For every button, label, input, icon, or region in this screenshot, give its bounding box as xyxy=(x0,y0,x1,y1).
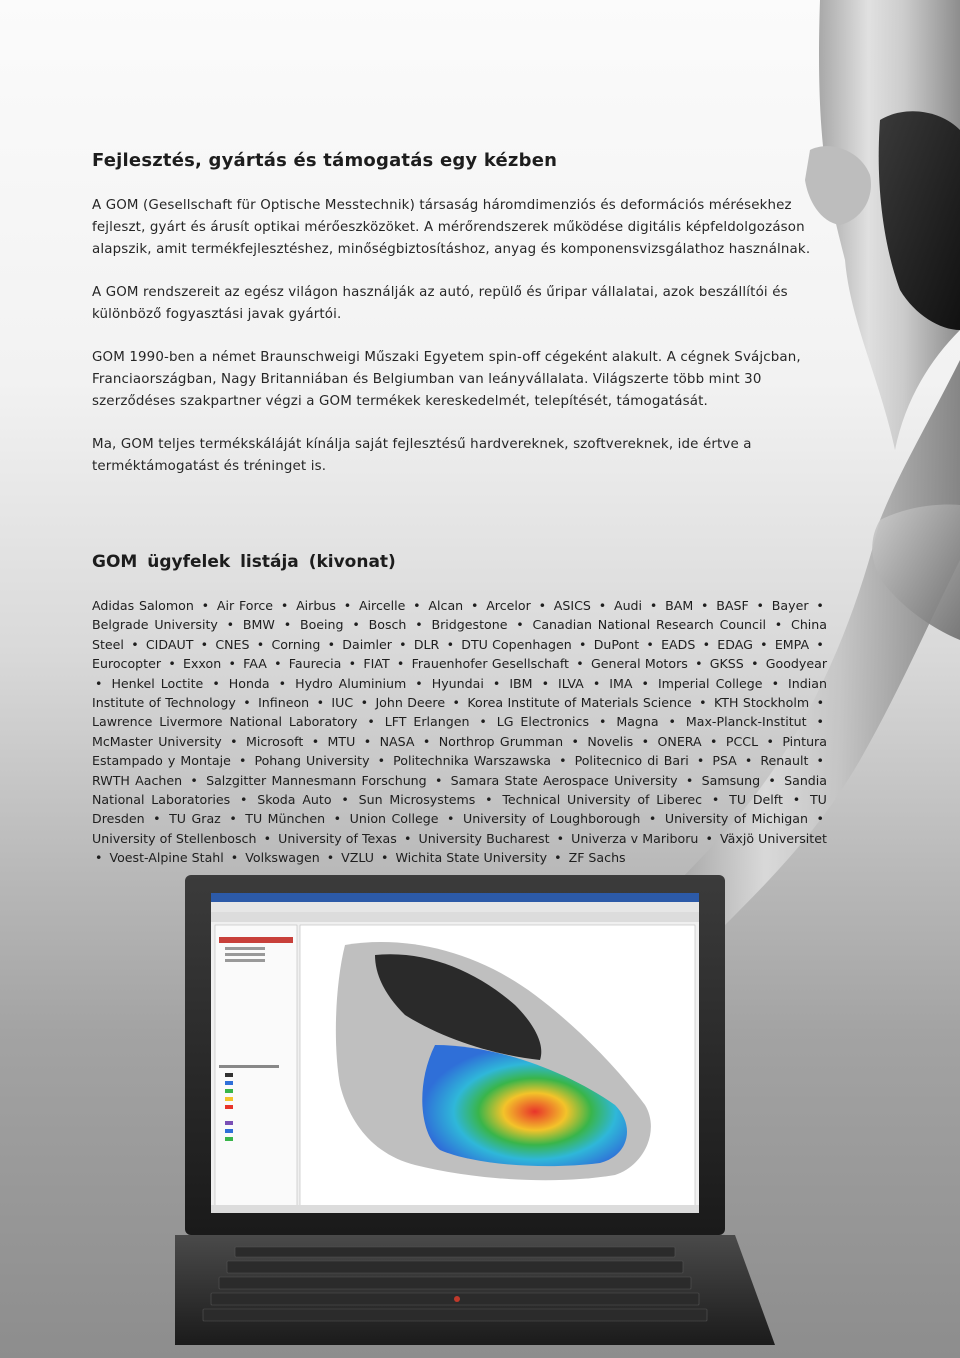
list-separator: • xyxy=(200,636,209,652)
client-name: EADS xyxy=(661,636,696,652)
client-name: Infineon xyxy=(258,695,310,711)
client-name: EDAG xyxy=(717,636,753,652)
client-name: Pintura Estampado y Montaje xyxy=(92,733,827,769)
list-separator: • xyxy=(274,656,282,672)
client-name: BAM xyxy=(665,598,694,613)
client-name: John Deere xyxy=(375,695,446,711)
list-separator: • xyxy=(238,753,247,769)
client-name: Indian Institute of Technology xyxy=(92,675,827,711)
client-name: Sun Microsystems xyxy=(358,792,476,808)
client-name: University of Texas xyxy=(278,830,397,846)
list-separator: • xyxy=(485,792,493,808)
list-separator: • xyxy=(446,636,454,652)
list-separator: • xyxy=(705,830,713,846)
list-separator: • xyxy=(240,792,248,808)
list-separator: • xyxy=(816,714,824,730)
client-name: Novelis xyxy=(587,733,634,749)
client-name: Frauenhofer Gesellschaft xyxy=(411,656,569,672)
list-separator: • xyxy=(153,811,161,827)
client-name: MTU xyxy=(327,733,356,749)
client-name: ASICS xyxy=(553,598,591,613)
list-separator: • xyxy=(95,675,103,691)
client-name: DLR xyxy=(413,636,440,652)
products-paragraph: Ma, GOM teljes termékskáláját kínálja saját fejlesztésű hardvereknek, szoftvereknek, ide értve a terméktámogatást és tréninget is. xyxy=(92,437,752,474)
list-separator: • xyxy=(641,733,650,749)
client-name: Samara State Aerospace University xyxy=(450,772,678,788)
list-separator: • xyxy=(774,617,783,633)
list-separator: • xyxy=(228,656,236,672)
client-name: DTU Copenhagen xyxy=(461,636,572,652)
client-name: University of Loughborough xyxy=(462,811,641,827)
history-paragraph: GOM 1990-ben a német Braunschweigi Műszaki Egyetem spin-off cégeként alakult. A cégnek Svájcban, Franciaországban, Nagy Britanniában és Belgiumban van leányvállalata. Világszerte több mint 30 szerződéses szakpartner végzi a GOM termékek kereskedelmét, telepítését, támogatását. xyxy=(92,350,801,409)
list-separator: • xyxy=(413,598,421,613)
client-name: BASF xyxy=(716,598,749,613)
intro-paragraph: A GOM (Gesellschaft für Optische Messtechnik) társaság háromdimenziós és deformációs mérésekhez fejleszt, gyárt és árusít optikai mérőeszközöket. A mérőrendszerek működése digitális képfeldolgozáson alapszik, amit termékfejlesztéshez, minőségbiztosításhoz, anyag és komponensvizsgálathoz használnak. xyxy=(92,198,811,257)
client-name: Volkswagen xyxy=(245,850,320,866)
client-name: Bayer xyxy=(771,598,809,613)
client-name: TU München xyxy=(245,811,326,827)
list-separator: • xyxy=(598,714,607,730)
list-separator: • xyxy=(559,753,567,769)
list-separator: • xyxy=(816,753,824,769)
list-separator: • xyxy=(701,598,709,613)
client-name: University of Michigan xyxy=(664,811,809,827)
client-name: EMPA xyxy=(774,636,810,652)
list-separator: • xyxy=(348,656,357,672)
list-separator: • xyxy=(415,675,423,691)
list-separator: • xyxy=(381,850,389,866)
client-name: Boeing xyxy=(299,617,344,633)
client-name: IUC xyxy=(331,695,354,711)
client-name: Bosch xyxy=(368,617,407,633)
client-name: Arcelor xyxy=(486,598,531,613)
list-separator: • xyxy=(327,636,336,652)
list-separator: • xyxy=(756,598,764,613)
client-name: Microsoft xyxy=(245,733,304,749)
list-separator: • xyxy=(377,753,386,769)
client-name: Lawrence Livermore National Laboratory xyxy=(92,714,358,730)
page-title: Fejlesztés, gyártás és támogatás egy kézben xyxy=(92,150,558,171)
list-separator: • xyxy=(212,675,220,691)
client-name: PSA xyxy=(712,753,737,769)
list-separator: • xyxy=(554,850,562,866)
list-separator: • xyxy=(792,792,801,808)
client-name: CIDAUT xyxy=(145,636,194,652)
client-name: LG Electronics xyxy=(496,714,590,730)
client-name: Wichita State University xyxy=(395,850,548,866)
client-name: Henkel Loctite xyxy=(111,675,204,691)
list-separator: • xyxy=(201,598,210,613)
list-separator: • xyxy=(367,714,375,730)
list-separator: • xyxy=(422,733,431,749)
client-name: Daimler xyxy=(342,636,392,652)
list-separator: • xyxy=(352,617,360,633)
list-separator: • xyxy=(579,636,587,652)
client-name: Aircelle xyxy=(358,598,406,613)
client-name: BMW xyxy=(242,617,275,633)
list-separator: • xyxy=(702,636,711,652)
client-name: GKSS xyxy=(709,656,744,672)
client-name: TU Graz xyxy=(169,811,221,827)
client-name: RWTH Aachen xyxy=(92,772,183,788)
client-name: ILVA xyxy=(558,675,584,691)
list-separator: • xyxy=(447,811,455,827)
client-name: NASA xyxy=(379,733,415,749)
list-separator: • xyxy=(711,792,720,808)
list-separator: • xyxy=(326,850,335,866)
list-separator: • xyxy=(190,772,198,788)
client-name: Bridgestone xyxy=(431,617,508,633)
client-name: FIAT xyxy=(363,656,390,672)
list-separator: • xyxy=(278,675,287,691)
client-name: Adidas Salomon xyxy=(92,598,194,613)
list-separator: • xyxy=(230,850,239,866)
client-name: IBM xyxy=(509,675,533,691)
list-separator: • xyxy=(230,733,238,749)
list-separator: • xyxy=(576,656,584,672)
list-separator: • xyxy=(396,656,405,672)
list-separator: • xyxy=(760,636,768,652)
client-name: Renault xyxy=(760,753,809,769)
client-name: McMaster University xyxy=(92,733,222,749)
client-name: Exxon xyxy=(183,656,222,672)
list-separator: • xyxy=(434,772,443,788)
client-name: Voest-Alpine Stahl xyxy=(109,850,224,866)
client-name: Goodyear xyxy=(765,656,828,672)
client-name: China Steel xyxy=(92,617,828,652)
client-name: Faurecia xyxy=(288,656,342,672)
list-separator: • xyxy=(243,695,251,711)
list-separator: • xyxy=(333,811,342,827)
list-separator: • xyxy=(685,772,694,788)
client-name: Audi xyxy=(613,598,643,613)
client-name: Union College xyxy=(349,811,439,827)
client-name: VZLU xyxy=(341,850,375,866)
list-separator: • xyxy=(452,695,460,711)
client-name: Northrop Grumman xyxy=(438,733,564,749)
client-name: ONERA xyxy=(657,733,702,749)
list-separator: • xyxy=(710,733,718,749)
list-separator: • xyxy=(556,830,565,846)
list-separator: • xyxy=(283,617,292,633)
list-separator: • xyxy=(571,733,579,749)
list-separator: • xyxy=(649,598,658,613)
list-separator: • xyxy=(341,792,349,808)
client-name: General Motors xyxy=(590,656,688,672)
list-separator: • xyxy=(641,675,649,691)
list-separator: • xyxy=(696,753,705,769)
client-name: Univerza v Mariboru xyxy=(571,830,699,846)
client-list xyxy=(92,596,827,868)
client-name: Sandia National Laboratories xyxy=(92,772,828,808)
list-separator: • xyxy=(95,850,103,866)
list-separator: • xyxy=(492,675,501,691)
list-separator: • xyxy=(343,598,352,613)
client-name: IMA xyxy=(609,675,633,691)
list-separator: • xyxy=(768,772,776,788)
client-name: Politecnico di Bari xyxy=(574,753,689,769)
client-name: Politechnika Warszawska xyxy=(393,753,551,769)
client-name: Honda xyxy=(228,675,270,691)
list-separator: • xyxy=(541,675,549,691)
list-separator: • xyxy=(816,811,824,827)
client-name: Samsung xyxy=(701,772,761,788)
client-name: Pohang University xyxy=(254,753,370,769)
list-separator: • xyxy=(744,753,753,769)
list-separator: • xyxy=(263,830,272,846)
client-name: Air Force xyxy=(216,598,274,613)
list-separator: • xyxy=(751,656,759,672)
list-separator: • xyxy=(479,714,487,730)
client-name: Imperial College xyxy=(657,675,763,691)
clients-heading: GOM ügyfelek listája (kivonat) xyxy=(92,552,396,572)
client-name: University of Stellenbosch xyxy=(92,830,257,846)
list-separator: • xyxy=(598,598,607,613)
list-separator: • xyxy=(592,675,601,691)
list-separator: • xyxy=(766,733,774,749)
list-separator: • xyxy=(311,733,320,749)
client-name: Växjö Universitet xyxy=(720,830,827,846)
list-separator: • xyxy=(695,656,703,672)
list-separator: • xyxy=(470,598,479,613)
list-separator: • xyxy=(415,617,423,633)
client-name: Korea Institute of Materials Science xyxy=(467,695,692,711)
client-name: Technical University of Liberec xyxy=(502,792,703,808)
client-name: TU Delft xyxy=(729,792,783,808)
client-name: Canadian National Research Council xyxy=(532,617,766,633)
client-name: Magna xyxy=(616,714,659,730)
client-name: Hydro Aluminium xyxy=(295,675,407,691)
list-separator: • xyxy=(360,695,369,711)
client-name: Belgrade University xyxy=(92,617,218,633)
client-name: ZF Sachs xyxy=(568,850,626,866)
list-separator: • xyxy=(646,636,654,652)
client-name: FAA xyxy=(243,656,267,672)
list-separator: • xyxy=(403,830,412,846)
list-separator: • xyxy=(168,656,176,672)
client-name: Eurocopter xyxy=(92,656,162,672)
client-name: KTH Stockholm xyxy=(713,695,810,711)
client-name: Salzgitter Mannesmann Forschung xyxy=(206,772,427,788)
client-name: CNES xyxy=(215,636,250,652)
client-name: PCCL xyxy=(725,733,759,749)
list-separator: • xyxy=(316,695,324,711)
client-name: LFT Erlangen xyxy=(384,714,470,730)
client-name: DuPont xyxy=(593,636,640,652)
client-name: Alcan xyxy=(428,598,464,613)
client-name: Hyundai xyxy=(431,675,484,691)
client-name: Airbus xyxy=(296,598,336,613)
list-separator: • xyxy=(256,636,265,652)
list-separator: • xyxy=(131,636,139,652)
list-separator: • xyxy=(516,617,524,633)
client-name: University Bucharest xyxy=(418,830,550,846)
list-separator: • xyxy=(668,714,676,730)
list-separator: • xyxy=(771,675,780,691)
usage-paragraph: A GOM rendszereit az egész világon használják az autó, repülő és űripar vállalatai, azok beszállítói és különböző fogyasztási javak gyártói. xyxy=(92,285,788,322)
client-name: Max-Planck-Institut xyxy=(685,714,807,730)
list-separator: • xyxy=(538,598,546,613)
list-separator: • xyxy=(816,598,824,613)
list-separator: • xyxy=(226,617,235,633)
list-separator: • xyxy=(648,811,657,827)
list-separator: • xyxy=(699,695,707,711)
list-separator: • xyxy=(399,636,407,652)
list-separator: • xyxy=(363,733,372,749)
client-name: TU Dresden xyxy=(92,792,827,827)
list-separator: • xyxy=(816,695,824,711)
list-separator: • xyxy=(280,598,289,613)
laptop-illustration xyxy=(175,875,775,1345)
client-name: Corning xyxy=(271,636,321,652)
list-separator: • xyxy=(229,811,237,827)
list-separator: • xyxy=(816,636,824,652)
client-name: Skoda Auto xyxy=(257,792,332,808)
